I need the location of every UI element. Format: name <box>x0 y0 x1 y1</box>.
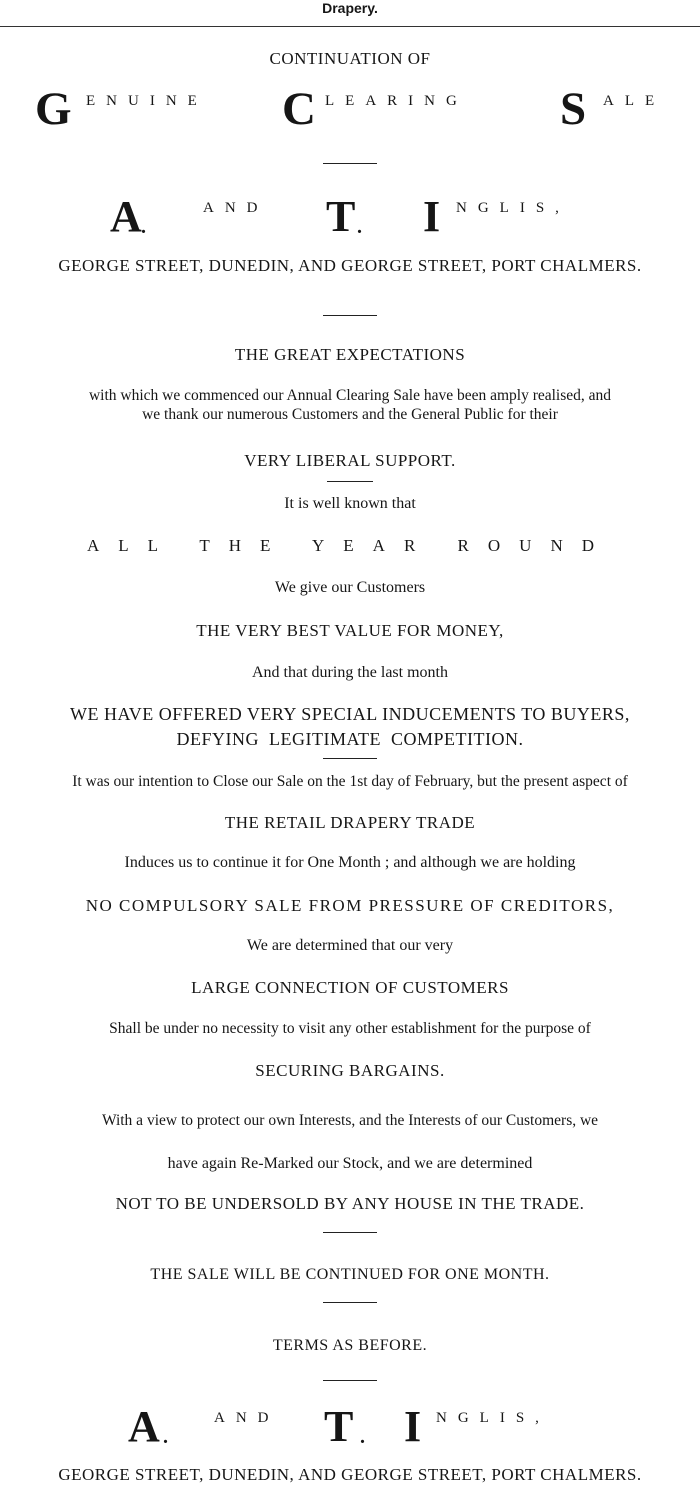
divider-rule <box>323 1232 377 1233</box>
best-value: THE VERY BEST VALUE FOR MONEY, <box>196 621 504 640</box>
divider-rule <box>323 163 377 164</box>
firm-period: . <box>141 216 146 238</box>
firm-initial-t: T <box>326 192 356 241</box>
headline-initial-g: G <box>35 83 72 135</box>
liberal-support: VERY LIBERAL SUPPORT. <box>244 451 456 470</box>
headline-genuine-rest: ENUINE <box>86 93 208 109</box>
give-customers: We give our Customers <box>274 579 426 596</box>
firm-and: AND <box>214 1410 280 1426</box>
firm-period: . <box>357 216 362 238</box>
firm-name-top <box>0 192 700 243</box>
firm-initial-i: I <box>404 1402 422 1451</box>
divider-rule <box>327 481 373 482</box>
divider-rule <box>323 315 377 316</box>
view-protect: With a view to protect our own Interests, and the Interests of our Customers, we <box>101 1112 599 1129</box>
firm-initial-t: T <box>324 1402 354 1451</box>
headline-clearing-rest: LEARING <box>325 93 468 109</box>
headline-initial-c: C <box>282 83 316 135</box>
sale-continued: THE SALE WILL BE CONTINUED FOR ONE MONTH. <box>150 1266 550 1283</box>
address-bottom: GEORGE STREET, DUNEDIN, AND GEORGE STREET, PORT CHALMERS. <box>58 1465 642 1484</box>
intention: It was our intention to Close our Sale on the 1st day of February, but the present aspect of <box>72 773 628 790</box>
securing-bargains: SECURING BARGAINS. <box>255 1061 445 1080</box>
para1-line2: we thank our numerous Customers and the General Public for their <box>142 406 558 423</box>
firm-surname-rest: NGLIS, <box>436 1410 550 1426</box>
retail-trade: THE RETAIL DRAPERY TRADE <box>224 813 476 832</box>
shall-be: Shall be under no necessity to visit any other establishment for the purpose of <box>109 1020 591 1037</box>
address-top: GEORGE STREET, DUNEDIN, AND GEORGE STREET, PORT CHALMERS. <box>58 256 642 275</box>
section-header: Drapery. <box>322 0 378 16</box>
last-month: And that during the last month <box>252 664 448 681</box>
well-known: It is well known that <box>284 495 416 512</box>
firm-surname-rest: NGLIS, <box>456 200 570 216</box>
headline-sale-rest: ALE <box>603 93 666 109</box>
great-expectations: THE GREAT EXPECTATIONS <box>234 345 466 364</box>
continuation-label: CONTINUATION OF <box>269 49 431 68</box>
firm-initial-i: I <box>423 192 441 241</box>
header-rule <box>0 26 700 27</box>
sale-headline <box>0 83 700 136</box>
divider-rule <box>323 1380 377 1381</box>
firm-name-bottom <box>0 1402 700 1453</box>
divider-rule <box>323 758 377 759</box>
firm-period: . <box>360 1426 365 1448</box>
induces: Induces us to continue it for One Month ; and although we are holding <box>124 854 576 871</box>
determined: We are determined that our very <box>246 937 454 954</box>
headline-initial-s: S <box>560 83 587 135</box>
special-inducements: WE HAVE OFFERED VERY SPECIAL INDUCEMENTS TO BUYERS, <box>70 704 630 724</box>
no-compulsory-sale: NO COMPULSORY SALE FROM PRESSURE OF CREDITORS, <box>85 896 615 915</box>
re-marked: have again Re-Marked our Stock, and we are determined <box>167 1155 533 1172</box>
terms: TERMS AS BEFORE. <box>272 1337 428 1354</box>
firm-and: AND <box>203 200 269 216</box>
large-connection: LARGE CONNECTION OF CUSTOMERS <box>191 978 509 997</box>
para1-line1: with which we commenced our Annual Clearing Sale have been amply realised, and <box>88 387 612 404</box>
not-undersold: NOT TO BE UNDERSOLD BY ANY HOUSE IN THE TRADE. <box>115 1194 585 1213</box>
firm-initial-a: A <box>128 1402 160 1451</box>
divider-rule <box>323 1302 377 1303</box>
all-year-round: ALL THE YEAR ROUND <box>87 536 613 555</box>
defying-competition: DEFYING LEGITIMATE COMPETITION. <box>176 729 524 749</box>
firm-period: . <box>163 1426 168 1448</box>
firm-initial-a: A <box>110 192 142 241</box>
